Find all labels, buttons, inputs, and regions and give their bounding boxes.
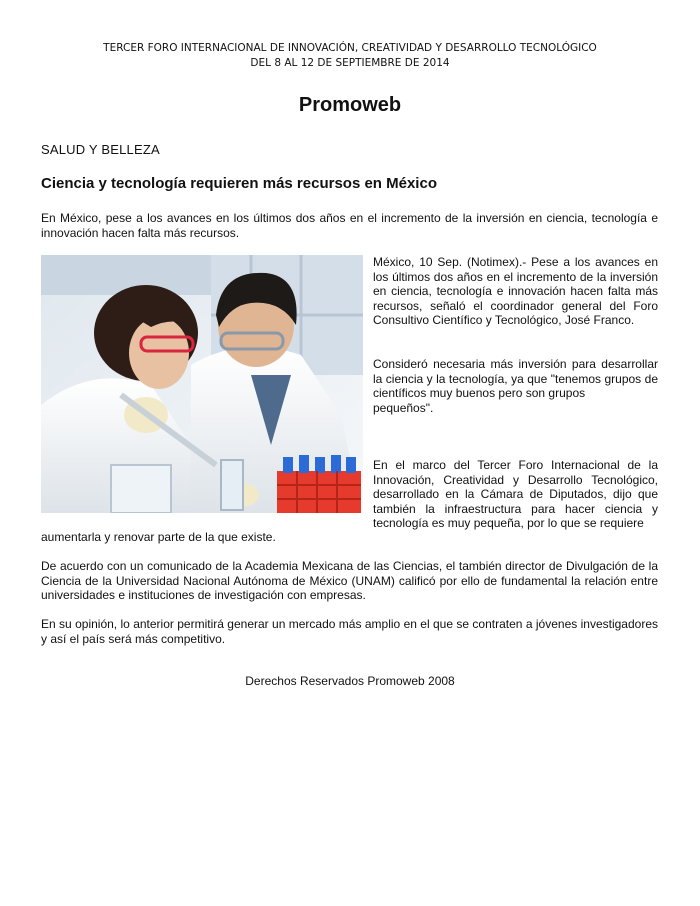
paragraph-5: En su opinión, lo anterior permitirá generar un mercado más amplio en el que se contraten a jóvenes investigadores y así el país será más competitivo. — [41, 617, 658, 646]
side-paragraph-1: México, 10 Sep. (Notimex).- Pese a los avances en los últimos dos años en el incremento de la inversión en ciencia, tecnología e innovación hacen falta más recursos, señaló el coordinador general del Foro Consultivo Científico y Tecnológico, José Franco. — [373, 255, 658, 327]
side-paragraph-2-end: pequeños". — [373, 400, 434, 415]
event-header-line-2: DEL 8 AL 12 DE SEPTIEMBRE DE 2014 — [250, 57, 450, 69]
side-paragraph-2 — [373, 357, 658, 415]
article-headline: Ciencia y tecnología requieren más recursos en México — [41, 175, 437, 192]
side-paragraph-3: En el marco del Tercer Foro Internacional de la Innovación, Creatividad y Desarrollo Tecnológico, desarrollado en la Cámara de Diputados, dijo que también la infraestructura para hacer ciencia y tecnología es muy pequeña, por lo que se requiere — [373, 458, 658, 530]
article-photo — [41, 255, 363, 513]
scientists-lab-photo-icon — [41, 255, 363, 513]
continuation-line: aumentarla y renovar parte de la que existe. — [41, 530, 276, 544]
side-paragraph-2-main: Consideró necesaria más inversión para desarrollar la ciencia y la tecnología, ya que "tenemos grupos de científicos muy buenos pero son grupos — [373, 357, 658, 400]
event-header-line-1: TERCER FORO INTERNACIONAL DE INNOVACIÓN, CREATIVIDAD Y DESARROLLO TECNOLÓGICO — [103, 42, 597, 54]
footer-copyright: Derechos Reservados Promoweb 2008 — [245, 674, 455, 688]
site-title: Promoweb — [298, 94, 402, 116]
paragraph-4: De acuerdo con un comunicado de la Academia Mexicana de las Ciencias, el también director de Divulgación de la Ciencia de la Universidad Nacional Autónoma de México (UNAM) calificó por ello de fundamental la relación entre universidades e instituciones de investigación con empresas. — [41, 559, 658, 602]
lead-paragraph: En México, pese a los avances en los últimos dos años en el incremento de la inversión en ciencia, tecnología e innovación hacen falta más recursos. — [41, 211, 658, 240]
section-label: SALUD Y BELLEZA — [41, 142, 160, 157]
